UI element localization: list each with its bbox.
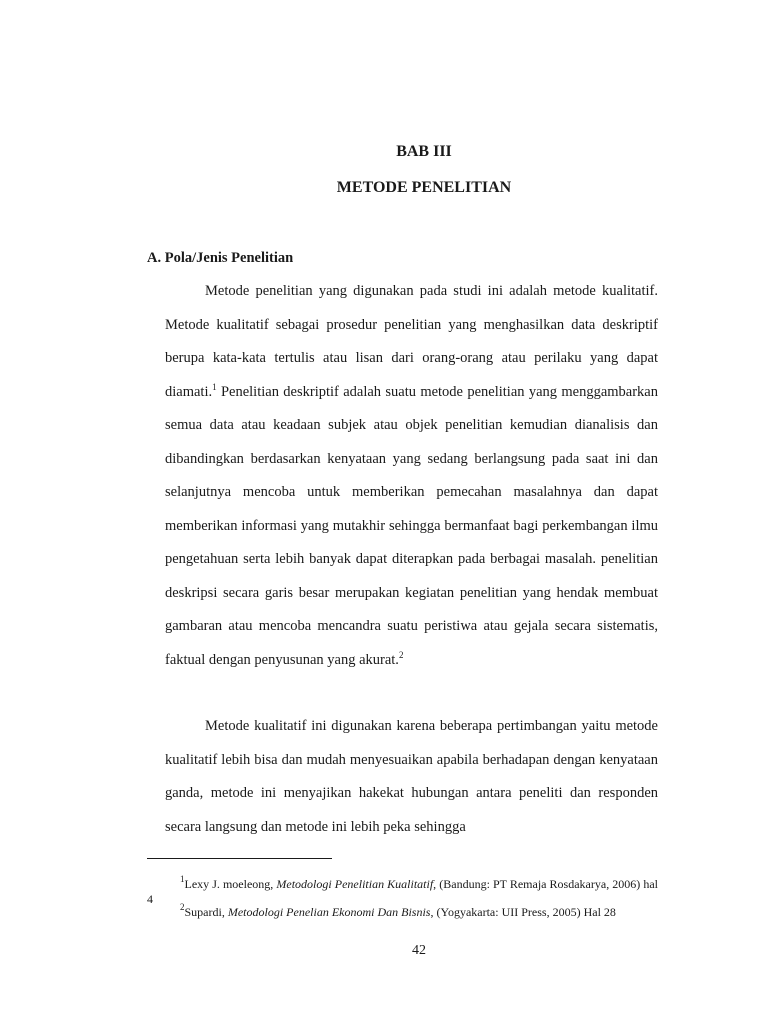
chapter-number: BAB III	[396, 143, 452, 160]
footnote-publication: , (Bandung: PT Remaja Rosdakarya, 2006) hal 4	[147, 877, 659, 906]
footnote-reference-2: 2	[398, 649, 404, 660]
chapter-title: METODE PENELITIAN	[336, 179, 512, 196]
footnote-marker: 2	[180, 902, 185, 912]
paragraph-text: Metode penelitian yang digunakan pada studi ini adalah metode kualitatif. Metode kualitatif sebagai prosedur penelitian yang menghasilkan data deskriptif berupa kata-kata tertulis atau lisan dari orang-orang atau perilaku yang dapat diamati.	[165, 283, 658, 400]
footnote-2	[147, 902, 658, 920]
footnote-author: Lexy J. moeleong,	[184, 877, 277, 891]
footnote-author: Supardi,	[184, 905, 228, 919]
footnote-1	[147, 874, 659, 907]
footnote-marker: 1	[180, 874, 185, 884]
footnote-book-title: Metodologi Penelitian Kualitatif	[276, 877, 434, 891]
footnote-book-title: Metodologi Penelian Ekonomi Dan Bisnis	[227, 905, 431, 919]
body-paragraph-1	[165, 275, 658, 677]
footnote-reference-1: 1	[212, 381, 217, 392]
footnote-publication: , (Yogyakarta: UII Press, 2005) Hal 28	[430, 905, 616, 919]
page-number: 42	[412, 943, 426, 958]
footnote-divider	[147, 858, 332, 859]
body-paragraph-2: Metode kualitatif ini digunakan karena beberapa pertimbangan yaitu metode kualitatif lebih bisa dan mudah menyesuaikan apabila berhadapan dengan kenyataan ganda, metode ini menyajikan hakekat hubungan antara peneliti dan responden secara langsung dan metode ini lebih peka sehingga	[165, 718, 658, 835]
section-heading: A. Pola/Jenis Penelitian	[147, 250, 294, 266]
paragraph-text: Penelitian deskriptif adalah suatu metode penelitian yang menggambarkan semua data atau keadaan subjek atau objek penelitian kemudian dianalisis dan dibandingkan berdasarkan kenyataan yang sedang berlangsung pada saat ini dan selanjutnya mencoba untuk memberikan pemecahan masalahnya dan dapat memberikan informasi yang mutakhir sehingga bermanfaat bagi perkembangan ilmu pengetahuan serta lebih banyak dapat diterapkan pada berbagai masalah. penelitian deskripsi secara garis besar merupakan kegiatan penelitian yang hendak membuat gambaran atau mencoba mencandra suatu peristiwa atau gejala secara sistematis, faktual dengan penyusunan yang akurat.	[165, 383, 658, 668]
